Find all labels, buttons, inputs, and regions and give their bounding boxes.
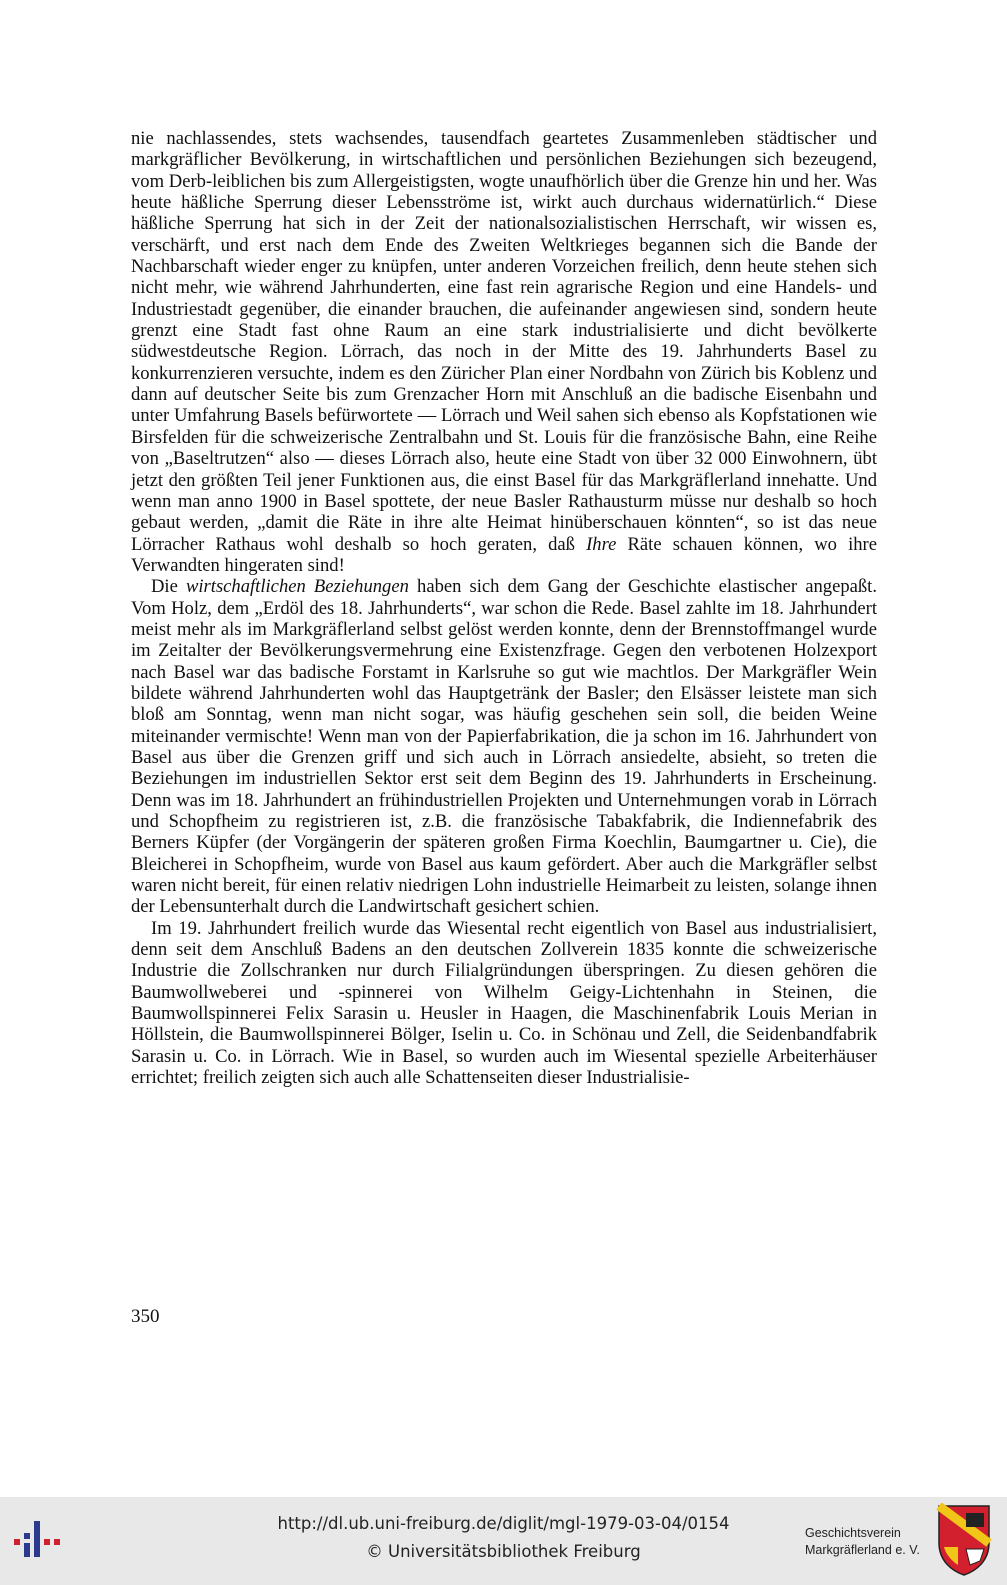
society-line-1: Geschichtsverein xyxy=(805,1526,901,1540)
paragraph-1-text: nie nachlassendes, stets wachsendes, tausendfach geartetes Zusammenleben städtischer und markgräflicher Bevölkerung, in wirtschaftlichen und persönlichen Beziehungen sich bezeugend, vom Derb-leiblichen bis zum Allergeistigsten, wogte unaufhörlich über die Grenze hin und her. Was heute häßliche Sperrung dieser Lebensströme ist, wirkt auch durchaus widernatürlich.“ Diese häßliche Sperrung hat sich in der Zeit der nationalsozialistischen Herrschaft, wir wissen es, verschärft, und erst nach dem Ende des Zweiten Weltkrieges begannen sich die Bande der Nachbarschaft wieder enger zu knüpfen, unter anderen Vorzeichen freilich, denn heute stehen sich nicht mehr, wie während Jahrhunderten, eine fast rein agrarische Region und eine Handels- und Industriestadt gegenüber, die einander brauchen, die aufeinander angewiesen sind, sondern heute grenzt eine Stadt fast ohne Raum an eine stark industrialisierte und dicht bevölkerte südwestdeutsche Region. Lörrach, das noch in der Mitte des 19. Jahrhunderts Basel zu konkurrenzieren versuchte, indem es den Züricher Plan einer Nordbahn von Zürich bis Koblenz und dann auf deutscher Seite bis zum Grenzacher Horn mit Anschluß an die badische Eisenbahn und unter Umfahrung Basels befürwortete — Lörrach und Weil sahen sich ebenso als Kopfstationen wie Birsfelden für die schweizerische Zentralbahn und St. Louis für die französische Bahn, eine Reihe von „Baseltrutzen“ also — dieses Lörrach also, heute eine Stadt von über 32 000 Einwohnern, übt jetzt den größten Teil jener Funktionen aus, die einst Basel für das Markgräflerland innehatte. Und wenn man anno 1900 in Basel spottete, der neue Basler Rathausturm müsse nur deshalb so hoch gebaut werden, „damit die Räte in ihre alte Heimat hinüberschauen könnten“, so ist das neue Lörracher Rathaus wohl deshalb so hoch geraten, daß xyxy=(131,128,877,555)
markgraeflerland-crest-icon[interactable] xyxy=(936,1503,992,1577)
paragraph-3 xyxy=(131,918,877,1089)
paragraph-2-text: haben sich dem Gang der Geschichte elastischer angepaßt. Vom Holz, dem „Erdöl des 18. Jahrhunderts“, war schon die Rede. Basel zahlte im 18. Jahrhundert meist mehr als im Markgräflerland selbst gelöst werden konnte, denn der Brennstoffmangel wurde im Zeitalter der Bevölkerungsvermehrung eine Existenzfrage. Gegen den verbotenen Holzexport nach Basel war das badische Forstamt in Karlsruhe so gut wie machtlos. Der Markgräfler Wein bildete während Jahrhunderten wohl das Hauptgetränk der Basler; den Elsässer leistete man sich bloß am Sonntag, wenn man nicht sogar, was häufig geschehen sein soll, die beiden Weine miteinander vermischte! Wenn man von der Papierfabrikation, die ja schon im 16. Jahrhundert von Basel aus über die Grenzen griff und sich auch in Lörrach ansiedelte, absieht, so treten die Beziehungen im industriellen Sektor erst seit dem Beginn des 19. Jahrhunderts in Erscheinung. Denn was im 18. Jahrhundert an frühindustriellen Projekten und Unternehmungen vorab in Lörrach und Schopfheim zu registrieren ist, z.B. die französische Tabakfabrik, die Indiennefabrik des Berners Küpfer (der Vorgängerin der späteren großen Firma Koechlin, Baumgartner u. Cie), die Bleicherei in Schopfheim, wurde von Basel aus kaum gefördert. Aber auch die Markgräfler selbst waren nicht bereit, für einen relativ niedrigen Lohn industrielle Heimarbeit zu leisten, solange ihnen der Lebensunterhalt durch die Landwirtschaft gesichert schien. xyxy=(131,576,878,918)
paragraph-3-text: Im 19. Jahrhundert freilich wurde das Wiesental recht eigentlich von Basel aus industrialisiert, denn seit dem Anschluß Badens an den deutschen Zollverein 1835 konnte die schweizerische Industrie die Zollschranken nur durch Filialgründungen überspringen. Zu diesen gehören die Baumwollweberei und -spinnerei von Wilhelm Geigy-Lichtenhahn in Steinen, die Baumwollspinnerei Felix Sarasin u. Heusler in Haagen, die Maschinenfabrik Louis Merian in Höllstein, die Baumwollspinnerei Bölger, Iselin u. Co. in Schönau und Zell, die Seidenbandfabrik Sarasin u. Co. in Lörrach. Wie in Basel, so wurden auch im Wiesental spezielle Arbeiterhäuser errichtet; freilich zeigten sich auch alle Schattenseiten dieser Industrialisie- xyxy=(131,917,877,1089)
society-name xyxy=(805,1525,935,1559)
page-body xyxy=(131,128,877,1088)
paragraph-1 xyxy=(131,128,877,576)
footer-bar xyxy=(0,1497,1007,1585)
paragraph-1-tail: Räte schauen können, wo ihre Verwandten hingeraten sind! xyxy=(131,533,878,576)
paragraph-2-lead: Die xyxy=(151,576,186,598)
footer-url-link[interactable]: http://dl.ub.uni-freiburg.de/diglit/mgl-1979-03-04/0154 xyxy=(277,1514,730,1533)
paragraph-2 xyxy=(131,576,877,918)
page-number: 350 xyxy=(131,1306,160,1327)
paragraph-2-italic: wirtschaftlichen Beziehungen xyxy=(185,576,409,598)
paragraph-1-italic: Ihre xyxy=(586,533,617,555)
footer-copyright: © Universitätsbibliothek Freiburg xyxy=(366,1542,641,1561)
society-line-2: Markgräflerland e. V. xyxy=(805,1543,920,1557)
